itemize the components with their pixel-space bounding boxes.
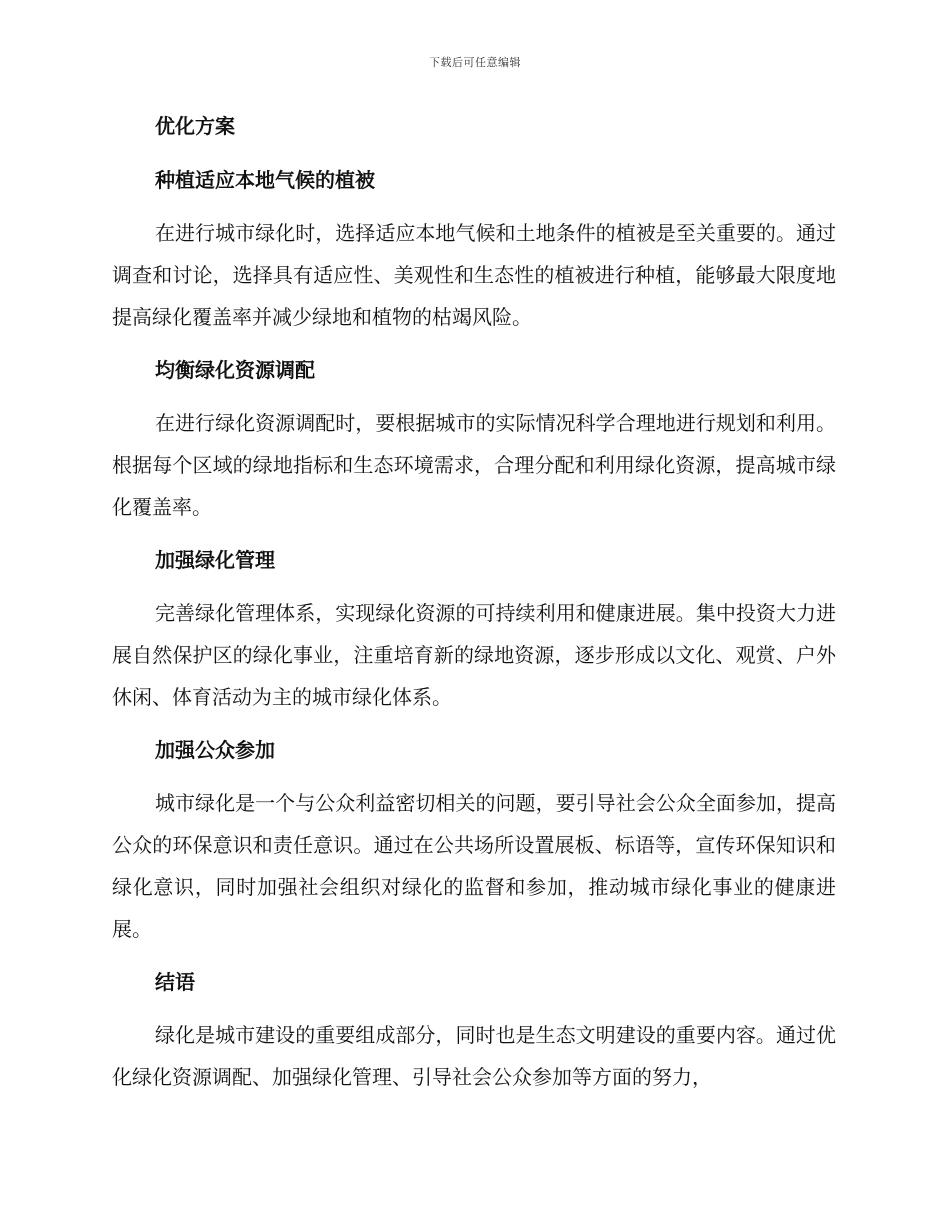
paragraph-local-vegetation: 在进行城市绿化时，选择适应本地气候和土地条件的植被是至关重要的。通过调查和讨论，选择具有适应性、美观性和生态性的植被进行种植，能够最大限度地提高绿化覆盖率并减少绿地和植物的枯竭风险。 [112,221,836,329]
section-heading-conclusion: 结语 [155,970,195,994]
paragraph-public-participation: 城市绿化是一个与公众利益密切相关的问题，要引导社会公众全面参加，提高公众的环保意识和责任意识。通过在公共场所设置展板、标语等，宣传环保知识和绿化意识，同时加强社会组织对绿化的监督和参加，推动城市绿化事业的健康进展。 [112,791,836,941]
paragraph-resource-allocation: 在进行绿化资源调配时，要根据城市的实际情况科学合理地进行规划和利用。根据每个区域的绿地指标和生态环境需求，合理分配和利用绿化资源，提高城市绿化覆盖率。 [112,411,836,519]
section-heading-local-vegetation: 种植适应本地气候的植被 [155,168,375,192]
section-heading-greening-management: 加强绿化管理 [155,548,275,572]
paragraph-greening-management: 完善绿化管理体系，实现绿化资源的可持续利用和健康进展。集中投资大力进展自然保护区的绿化事业，注重培育新的绿地资源，逐步形成以文化、观赏、户外休闲、体育活动为主的城市绿化体系。 [112,601,836,709]
section-heading-resource-allocation: 均衡绿化资源调配 [155,358,315,382]
document-body [112,104,836,1108]
paragraph-conclusion: 绿化是城市建设的重要组成部分，同时也是生态文明建设的重要内容。通过优化绿化资源调配、加强绿化管理、引导社会公众参加等方面的努力， [112,1023,836,1089]
section-heading-optimization-plan: 优化方案 [155,114,235,138]
section-heading-public-participation: 加强公众参加 [155,738,275,762]
header-note: 下载后可任意编辑 [429,56,521,69]
